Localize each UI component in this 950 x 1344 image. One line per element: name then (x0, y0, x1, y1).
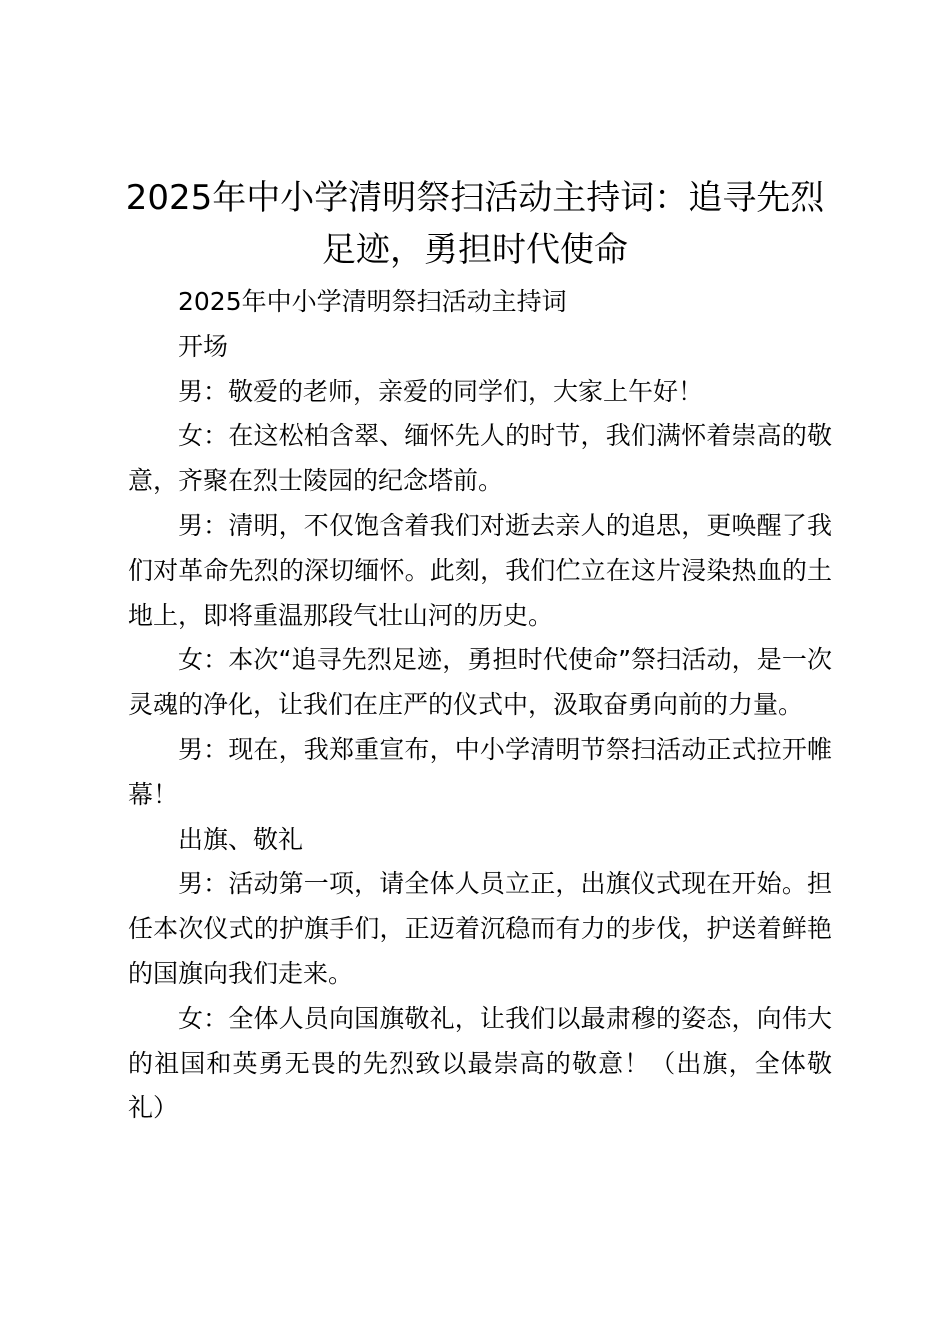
paragraph: 男：现在，我郑重宣布，中小学清明节祭扫活动正式拉开帷幕！ (128, 734, 832, 809)
paragraph: 男：清明，不仅饱含着我们对逝去亲人的追思，更唤醒了我们对革命先烈的深切缅怀。此刻，我们伫立在这片浸染热血的土地上，即将重温那段气壮山河的历史。 (128, 510, 832, 630)
paragraph: 女：本次“追寻先烈足迹，勇担时代使命”祭扫活动，是一次灵魂的净化，让我们在庄严的仪式中，汲取奋勇向前的力量。 (128, 645, 832, 720)
paragraph-section-flag-salute: 出旗、敬礼 (178, 824, 304, 854)
paragraph: 男：敬爱的老师，亲爱的同学们，大家上午好！ (178, 376, 704, 406)
paragraph: 女：在这松柏含翠、缅怀先人的时节，我们满怀着崇高的敬意，齐聚在烈士陵园的纪念塔前。 (128, 421, 832, 496)
document-body (128, 280, 832, 1131)
paragraph: 男：活动第一项，请全体人员立正，出旗仪式现在开始。担任本次仪式的护旗手们，正迈着沉稳而有力的步伐，护送着鲜艳的国旗向我们走来。 (128, 869, 832, 988)
paragraph: 女：全体人员向国旗敬礼，让我们以最肃穆的姿态，向伟大的祖国和英勇无畏的先烈致以最崇高的敬意！（出旗，全体敬礼） (128, 1003, 832, 1123)
document-title: 2025年中小学清明祭扫活动主持词：追寻先烈足迹，勇担时代使命 (125, 178, 825, 270)
paragraph-section-opening: 开场 (178, 331, 229, 361)
paragraph-subtitle: 2025年中小学清明祭扫活动主持词 (178, 287, 567, 316)
